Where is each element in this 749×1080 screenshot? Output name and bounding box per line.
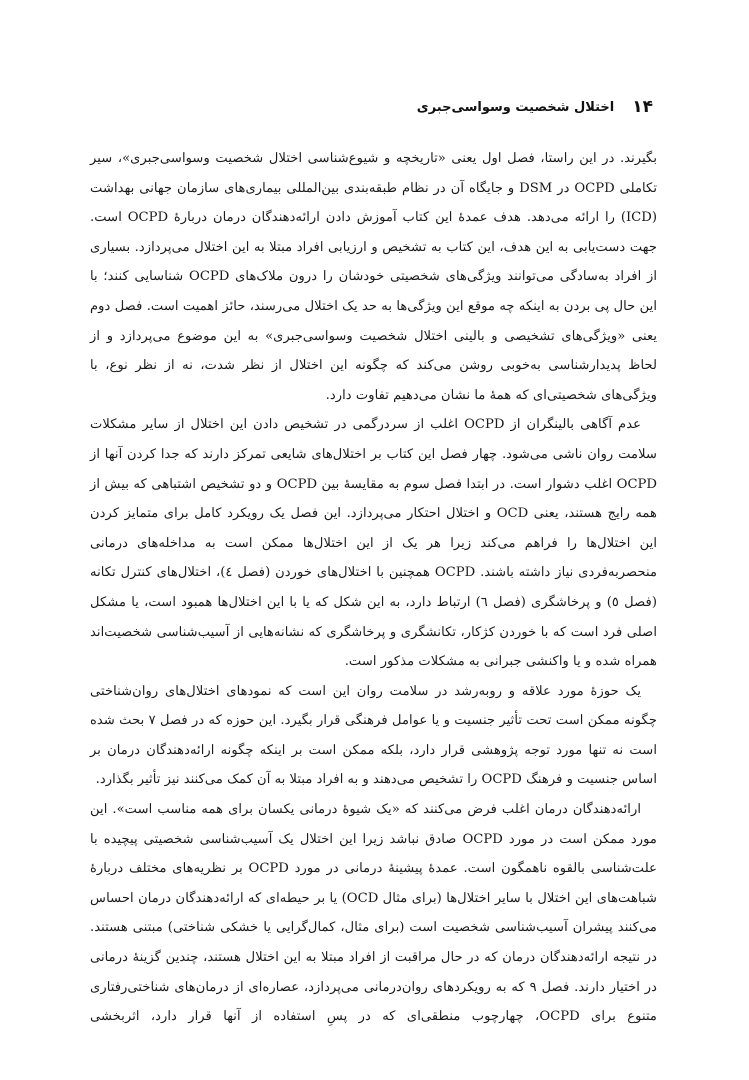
paragraph: عدم آگاهی بالینگران از OCPD اغلب از سردرگمی در تشخیص دادن این اختلال از سایر مشکلات سلامت روان ناشی می‌شود. چهار فصل این کتاب بر اختلال‌های شایعی تمرکز دارند که جدا کردن آنها از OCPD اغلب دشوار است. در ابتدا فصل سوم به مقایسهٔ بین OCPD و دو تشخیص اشتباهی که بیش از همه رایج هستند، یعنی OCD و اختلال احتکار می‌پردازد. این فصل یک رویکرد کامل برای متمایز کردن این اختلال‌ها را فراهم می‌کند زیرا هر یک از این اختلال‌ها ممکن است به مداخله‌های درمانی منحصربه‌فردی نیاز داشته باشند. OCPD همچنین با اختلال‌های خوردن (فصل ٤)، اختلال‌های کنترل تکانه (فصل ٥) و پرخاشگری (فصل ٦) ارتباط دارد، به این شکل که یا با این اختلال‌ها همبود است، یا مشکل اصلی فرد است که با خوردن کژکار، تکانشگری و پرخاشگری که نشانه‌هایی از آسیب‌شناسی شخصیت‌اند همراه شده و یا واکنشی جبرانی به مشکلات مذکور است. xyxy=(90,417,658,670)
body-text xyxy=(90,144,657,1032)
paragraph: ارائه‌دهندگان درمان اغلب فرض می‌کنند که «یک شیوهٔ درمانی یکسان برای همه مناسب است». این مورد ممکن است در مورد OCPD صادق نباشد زیرا این اختلال یک آسیب‌شناسی شخصیتی پیچیده با علت‌شناسی بالقوه ناهمگون است. عمدهٔ پیشینهٔ درمانی در مورد OCPD بر نظریه‌های مختلف دربارهٔ شباهت‌های این اختلال با سایر اختلال‌ها (برای مثال OCD) یا بر حیطه‌ای که ارائه‌دهندگان درمان احساس می‌کنند پیشران آسیب‌شناسی شخصیت است (برای مثال، کمال‌گرایی یا خشکی شناختی) مبتنی هستند. در نتیجه ارائه‌دهندگان درمان که در حال مراقبت از افراد مبتلا به این اختلال هستند، چندین گزینهٔ درمانی در اختیار دارند. فصل ۹ که به رویکردهای روان‌درمانی می‌پردازد، عصاره‌ای از درمان‌های شناختی‌رفتاری متنوع برای OCPD، چهارچوب منطقی‌ای که در پسِ استفاده از آنها قرار دارد، اثربخشی xyxy=(90,802,657,1025)
running-head xyxy=(90,96,653,118)
page-number: ۱۴ xyxy=(632,97,653,117)
paragraph: یک حوزهٔ مورد علاقه و روبه‌رشد در سلامت روان این است که نمودهای اختلال‌های روان‌شناختی چگونه ممکن است تحت تأثیر جنسیت و یا عوامل فرهنگی قرار بگیرد. این حوزه که در فصل ۷ بحث شده است نه تنها مورد توجه پژوهشی قرار دارد، بلکه ممکن است بر اینکه چگونه ارائه‌دهندگان درمان بر اساس جنسیت و فرهنگ OCPD را تشخیص می‌دهند و به افراد مبتلا به آن کمک می‌کنند نیز تأثیر بگذارد. xyxy=(90,683,657,788)
running-title: اختلال شخصیت وسواسی‌جبری xyxy=(416,99,615,115)
paragraph: بگیرند. در این راستا، فصل اول یعنی «تاریخچه و شیوع‌شناسی اختلال شخصیت وسواسی‌جبری»، سیر تکاملی OCPD در DSM و جایگاه آن در نظام طبقه‌بندی بین‌المللی بیماری‌های سازمان جهانی بهداشت (ICD) را ارائه می‌دهد. هدف عمدهٔ این کتاب آموزش دادن ارائه‌دهندگان درمان دربارهٔ OCPD است. جهت دست‌یابی به این هدف، این کتاب به تشخیص و ارزیابی افراد مبتلا به این اختلال می‌پردازد. بسیاری از افراد به‌سادگی می‌توانند ویژگی‌های شخصیتی خودشان را درون ملاک‌های OCPD شناسایی کنند؛ با این حال پی بردن به اینکه چه موقع این ویژگی‌ها به حد یک اختلال می‌رسند، حائز اهمیت است. فصل دوم یعنی «ویژگی‌های تشخیصی و بالینی اختلال شخصیت وسواسی‌جبری» به این موضوع می‌پردازد و از لحاظ پدیدارشناسی به‌خوبی روشن می‌کند که چگونه این اختلال از نظر شدت، نه از نظر نوع، با ویژگی‌های شخصیتی‌ای که همهٔ ما نشان می‌دهیم تفاوت دارد. xyxy=(90,151,657,403)
